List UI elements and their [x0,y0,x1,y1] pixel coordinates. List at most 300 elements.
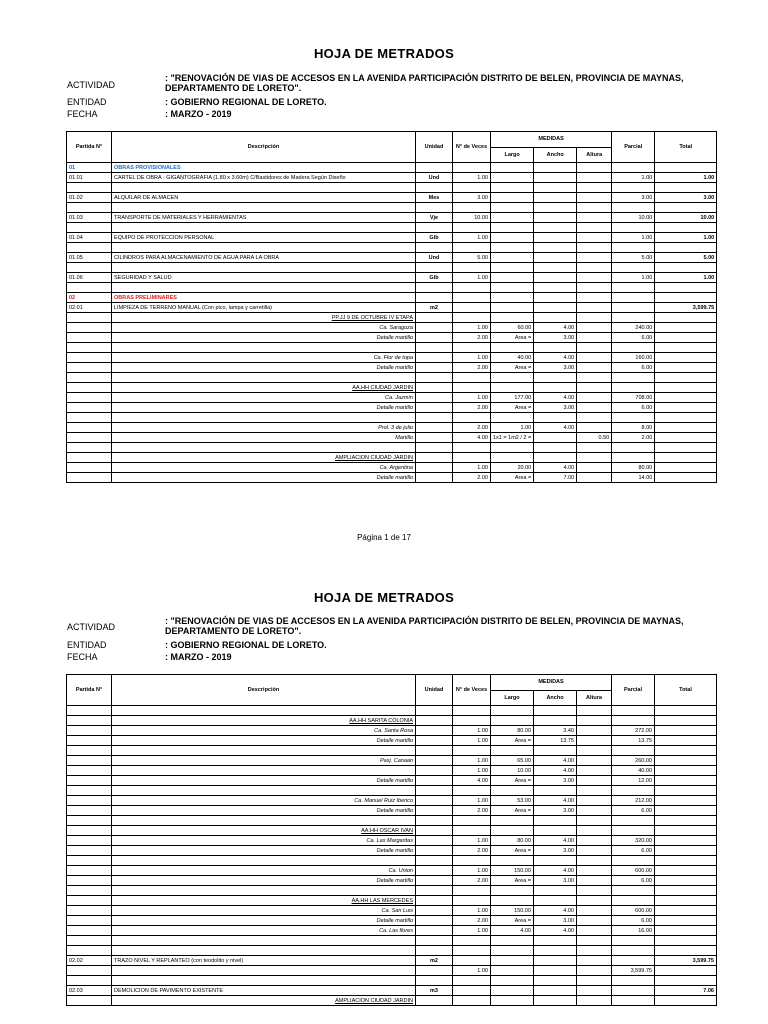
cell-parcial: 6.00 [612,333,655,343]
cell-descripcion [112,183,416,193]
col-ancho: Ancho [534,690,577,706]
cell-ancho [534,706,577,716]
cell-total [655,423,717,433]
cell-total [655,706,717,716]
cell-largo: 10.00 [491,766,534,776]
cell-veces [453,746,491,756]
cell-unidad [416,846,453,856]
cell-ancho [534,253,577,263]
cell-largo: 40.00 [491,353,534,363]
cell-total [655,896,717,906]
table-row [67,233,717,243]
table-row [67,463,717,473]
cell-ancho [534,373,577,383]
cell-altura [577,706,612,716]
cell-altura [577,173,612,183]
cell-veces: 1.00 [453,323,491,333]
cell-parcial: 40.00 [612,766,655,776]
cell-descripcion [112,826,416,836]
cell-altura [577,443,612,453]
cell-altura [577,716,612,726]
cell-descripcion [112,363,416,373]
cell-veces: 1.00 [453,726,491,736]
cell-ancho: 3.00 [534,846,577,856]
cell-descripcion [112,736,416,746]
table-row [67,946,717,956]
cell-total [655,203,717,213]
cell-partida [67,183,112,193]
fecha-label: FECHA [67,109,98,119]
cell-largo [491,706,534,716]
cell-total [655,243,717,253]
cell-parcial: 10.00 [612,213,655,223]
cell-descripcion [112,463,416,473]
cell-largo [491,343,534,353]
table-row [67,243,717,253]
cell-largo [491,233,534,243]
col-altura: Altura [577,147,612,163]
cell-unidad [416,996,453,1006]
description-text: Detalle martillo [376,737,413,744]
table-row [67,996,717,1006]
cell-altura [577,473,612,483]
cell-altura [577,373,612,383]
cell-parcial: 708.00 [612,393,655,403]
cell-largo: 65.00 [491,756,534,766]
cell-parcial [612,946,655,956]
cell-descripcion [112,866,416,876]
table-row [67,443,717,453]
cell-largo: Area = [491,876,534,886]
cell-veces [453,163,491,173]
cell-altura [577,393,612,403]
cell-partida [67,766,112,776]
cell-parcial: 600.00 [612,866,655,876]
cell-parcial [612,816,655,826]
cell-parcial [612,786,655,796]
cell-descripcion [112,896,416,906]
cell-ancho [534,936,577,946]
cell-total [655,966,717,976]
cell-altura [577,896,612,906]
cell-parcial [612,826,655,836]
cell-veces [453,443,491,453]
cell-descripcion [112,243,416,253]
cell-unidad [416,886,453,896]
cell-veces: 1.00 [453,766,491,776]
cell-ancho [534,996,577,1006]
cell-parcial [612,413,655,423]
cell-total [655,936,717,946]
table-row [67,856,717,866]
cell-ancho: 4.00 [534,756,577,766]
cell-altura [577,806,612,816]
cell-partida: 01.04 [67,233,112,243]
cell-partida: 01.02 [67,193,112,203]
cell-veces: 1.00 [453,836,491,846]
cell-veces [453,886,491,896]
cell-descripcion [112,393,416,403]
cell-total [655,183,717,193]
cell-unidad [416,946,453,956]
cell-veces: 2.00 [453,916,491,926]
cell-unidad: m2 [416,956,453,966]
cell-descripcion [112,373,416,383]
cell-descripcion [112,916,416,926]
cell-unidad [416,443,453,453]
cell-partida [67,936,112,946]
cell-unidad [416,916,453,926]
cell-ancho: 4.00 [534,796,577,806]
table-row [67,383,717,393]
col-ancho: Ancho [534,147,577,163]
cell-total [655,886,717,896]
cell-parcial: 6.00 [612,363,655,373]
cell-largo [491,243,534,253]
cell-veces [453,283,491,293]
cell-descripcion [112,203,416,213]
table-body-page-1 [67,163,717,483]
cell-partida [67,716,112,726]
description-text: Martillo [395,434,413,441]
page-2 [0,560,768,1024]
cell-partida [67,826,112,836]
description-text: AA.HH OSCAR IVAN [361,827,413,834]
cell-veces: 1.00 [453,233,491,243]
cell-largo: Area = [491,363,534,373]
cell-unidad [416,856,453,866]
cell-descripcion [112,453,416,463]
cell-ancho [534,233,577,243]
description-text: AMPLIACION CIUDAD JARDIN [335,997,413,1004]
cell-total [655,283,717,293]
cell-veces [453,716,491,726]
cell-descripcion [112,423,416,433]
cell-total [655,736,717,746]
cell-unidad [416,383,453,393]
cell-parcial [612,343,655,353]
cell-total [655,826,717,836]
cell-parcial: 13.75 [612,736,655,746]
cell-parcial: 260.00 [612,756,655,766]
table-row [67,473,717,483]
col-altura: Altura [577,690,612,706]
cell-partida [67,976,112,986]
cell-veces: 2.00 [453,846,491,856]
cell-parcial [612,383,655,393]
cell-altura [577,303,612,313]
cell-ancho: 4.00 [534,926,577,936]
cell-altura [577,243,612,253]
description-text: Ca. Argentina [379,464,413,471]
cell-altura [577,163,612,173]
cell-total [655,393,717,403]
cell-veces: 10.00 [453,213,491,223]
cell-largo: Area = [491,473,534,483]
cell-partida [67,163,112,173]
cell-partida [67,293,112,303]
cell-total: 10.00 [655,213,717,223]
cell-total [655,313,717,323]
table-row [67,413,717,423]
cell-ancho [534,986,577,996]
cell-ancho: 3.00 [534,806,577,816]
cell-parcial: 1.00 [612,173,655,183]
cell-veces: 2.00 [453,876,491,886]
cell-parcial [612,303,655,313]
cell-largo [491,273,534,283]
cell-largo: 177.00 [491,393,534,403]
table-row [67,976,717,986]
cell-total [655,906,717,916]
col-partida: Partida N° [67,675,112,706]
cell-unidad [416,393,453,403]
col-medidas: MEDIDAS [491,132,612,148]
cell-ancho [534,213,577,223]
cell-altura [577,353,612,363]
cell-ancho: 4.00 [534,323,577,333]
cell-ancho [534,976,577,986]
cell-partida [67,746,112,756]
description-text: AA.HH LAS MERCEDES [351,897,413,904]
cell-largo [491,163,534,173]
cell-unidad [416,826,453,836]
cell-ancho [534,946,577,956]
cell-total [655,996,717,1006]
cell-altura [577,926,612,936]
table-row [67,393,717,403]
cell-total [655,433,717,443]
cell-ancho [534,896,577,906]
cell-partida [67,886,112,896]
cell-descripcion [112,283,416,293]
cell-ancho: 3.00 [534,363,577,373]
cell-partida: 02.02 [67,956,112,966]
cell-veces [453,203,491,213]
cell-veces: 1.00 [453,906,491,916]
cell-descripcion: DEMOLICION DE PAVIMENTO EXISTENTE [112,986,416,996]
cell-unidad [416,243,453,253]
cell-total [655,866,717,876]
cell-ancho: 4.00 [534,836,577,846]
cell-unidad [416,183,453,193]
cell-unidad [416,423,453,433]
cell-descripcion [112,383,416,393]
cell-unidad [416,463,453,473]
col-largo: Largo [491,147,534,163]
cell-unidad [416,866,453,876]
cell-partida [67,946,112,956]
cell-veces: 2.00 [453,806,491,816]
description-text: PP.JJ 9 DE OCTUBRE IV ETAPA [331,314,413,321]
cell-altura [577,886,612,896]
cell-unidad [416,726,453,736]
cell-ancho [534,443,577,453]
cell-largo [491,183,534,193]
cell-total: 5.00 [655,253,717,263]
cell-largo: Area = [491,776,534,786]
cell-unidad [416,433,453,443]
description-text: Detalle martillo [376,807,413,814]
cell-ancho [534,273,577,283]
cell-descripcion [112,353,416,363]
description-text: Detalle martillo [376,334,413,341]
cell-parcial [612,263,655,273]
cell-unidad [416,786,453,796]
cell-partida [67,996,112,1006]
cell-parcial [612,986,655,996]
description-text: Prol. 3 de julio [378,424,413,431]
cell-altura [577,736,612,746]
col-total: Total [655,132,717,163]
cell-total [655,846,717,856]
cell-parcial: 12.00 [612,776,655,786]
cell-ancho [534,303,577,313]
cell-descripcion [112,756,416,766]
cell-parcial: 600.00 [612,906,655,916]
cell-unidad [416,936,453,946]
cell-unidad [416,816,453,826]
cell-largo: 4.00 [491,926,534,936]
cell-total [655,343,717,353]
cell-ancho: 4.00 [534,766,577,776]
entidad-value: : GOBIERNO REGIONAL DE LORETO. [165,97,327,107]
cell-ancho [534,826,577,836]
cell-parcial [612,223,655,233]
cell-partida [67,333,112,343]
cell-largo [491,263,534,273]
cell-unidad [416,766,453,776]
cell-parcial [612,856,655,866]
cell-veces: 1.00 [453,756,491,766]
cell-unidad [416,263,453,273]
cell-largo: Area = [491,846,534,856]
cell-partida: 01.01 [67,173,112,183]
cell-ancho [534,716,577,726]
description-text: Pasj. Canaan [379,757,413,764]
cell-parcial [612,163,655,173]
cell-descripcion [112,413,416,423]
description-text: Detalle martillo [376,404,413,411]
cell-ancho [534,163,577,173]
cell-veces: 2.00 [453,333,491,343]
table-row [67,163,717,173]
cell-unidad [416,343,453,353]
cell-ancho: 4.00 [534,353,577,363]
cell-parcial: 6.00 [612,916,655,926]
cell-parcial: 320.00 [612,836,655,846]
cell-unidad [416,896,453,906]
cell-total [655,363,717,373]
cell-partida: 02.01 [67,303,112,313]
cell-ancho: 4.00 [534,906,577,916]
cell-ancho: 3.00 [534,876,577,886]
cell-largo [491,996,534,1006]
table-row [67,293,717,303]
description-text: Detalle martillo [376,917,413,924]
cell-ancho [534,786,577,796]
table-row [67,303,717,313]
cell-total [655,786,717,796]
cell-altura [577,786,612,796]
description-text: AMPLIACION CIUDAD JARDIN [335,454,413,461]
cell-altura [577,816,612,826]
cell-altura [577,856,612,866]
cell-largo [491,946,534,956]
cell-largo [491,413,534,423]
cell-veces [453,816,491,826]
cell-descripcion [112,886,416,896]
table-row [67,433,717,443]
cell-veces [453,453,491,463]
cell-ancho [534,313,577,323]
cell-largo [491,173,534,183]
cell-largo [491,383,534,393]
cell-total [655,946,717,956]
description-text: Ca. Union [388,867,413,874]
description-text: Ca. Santa Rosa [374,727,413,734]
cell-unidad [416,373,453,383]
cell-veces: 1.00 [453,736,491,746]
cell-parcial: 16.00 [612,926,655,936]
table-row [67,706,717,716]
cell-partida [67,323,112,333]
cell-unidad [416,796,453,806]
cell-total [655,413,717,423]
cell-parcial: 3.00 [612,193,655,203]
cell-parcial [612,896,655,906]
cell-altura [577,463,612,473]
cell-largo: Area = [491,916,534,926]
table-row [67,916,717,926]
cell-ancho [534,293,577,303]
cell-unidad [416,736,453,746]
cell-largo [491,303,534,313]
cell-altura [577,453,612,463]
metrados-table-page-1 [66,131,717,483]
cell-partida [67,966,112,976]
cell-unidad [416,283,453,293]
cell-ancho: 3.00 [534,333,577,343]
cell-descripcion [112,996,416,1006]
cell-descripcion [112,906,416,916]
table-row [67,736,717,746]
cell-partida [67,393,112,403]
cell-partida [67,916,112,926]
cell-total [655,876,717,886]
cell-parcial [612,976,655,986]
col-largo: Largo [491,690,534,706]
cell-veces [453,786,491,796]
cell-veces: 2.00 [453,423,491,433]
cell-descripcion [112,746,416,756]
cell-ancho: 4.00 [534,463,577,473]
cell-parcial [612,373,655,383]
cell-veces: 1.00 [453,463,491,473]
cell-veces [453,183,491,193]
col-partida: Partida N° [67,132,112,163]
cell-largo: 80.00 [491,726,534,736]
table-row [67,796,717,806]
cell-unidad [416,163,453,173]
cell-ancho [534,183,577,193]
cell-veces [453,243,491,253]
cell-ancho: 3.00 [534,916,577,926]
cell-partida [67,263,112,273]
table-row [67,263,717,273]
cell-largo: 60.00 [491,323,534,333]
cell-parcial: 8.00 [612,423,655,433]
